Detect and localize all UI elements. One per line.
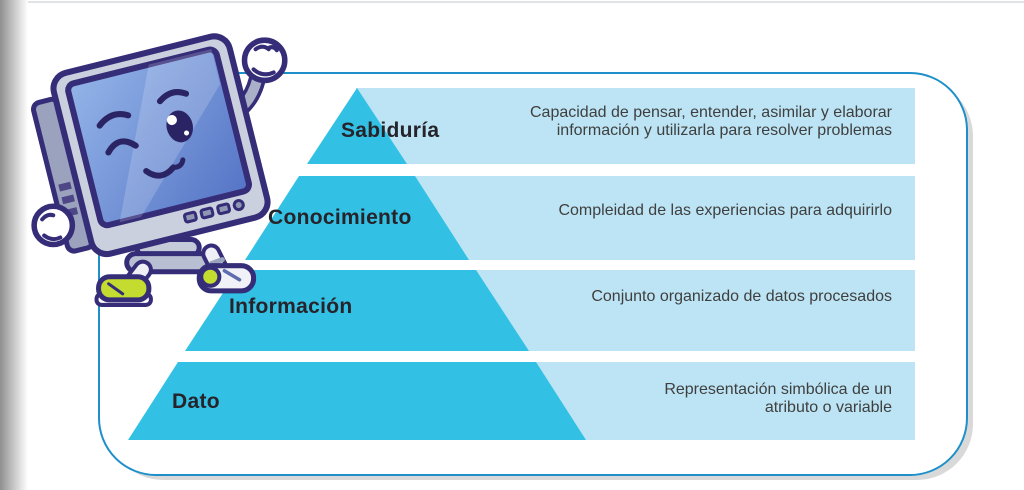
- computer-mascot-illustration: [16, 12, 318, 314]
- level-label-dato: Dato: [172, 390, 220, 413]
- level-description-sabiduria: Capacidad de pensar, entender, asimilar y elaborar información y utilizarla para resolver problemas: [530, 104, 892, 139]
- level-description-conocimiento: Compleidad de las experiencias para adquirirlo: [558, 202, 892, 219]
- level-description-informacion: Conjunto organizado de datos procesados: [591, 288, 892, 305]
- page-top-edge-line: [0, 1, 1024, 3]
- level-label-informacion: Información: [229, 295, 353, 318]
- level-label-conocimiento: Conocimiento: [268, 206, 412, 229]
- level-description-dato: Representación simbólica de un atributo o variable: [664, 381, 892, 416]
- level-label-sabiduria: Sabiduría: [341, 119, 440, 142]
